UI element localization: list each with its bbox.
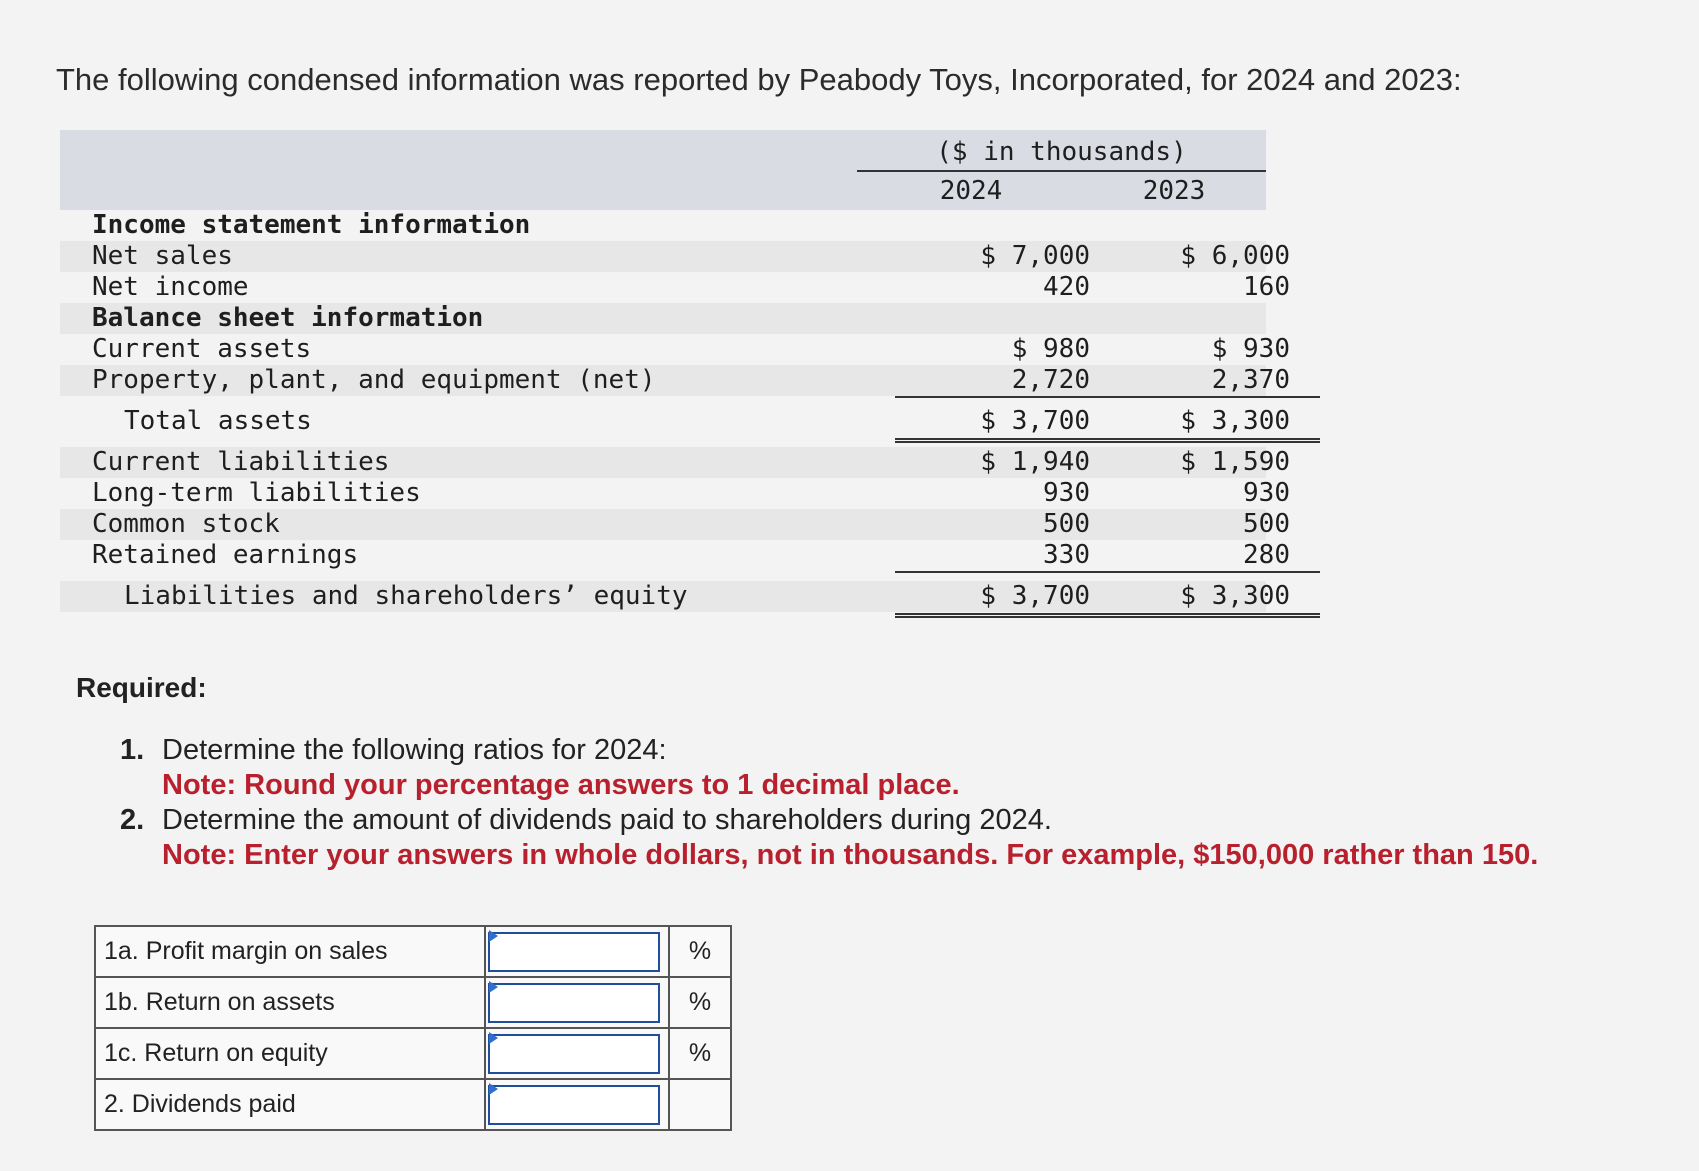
answer-unit: % [669, 977, 731, 1028]
units-label: ($ in thousands) [857, 134, 1266, 172]
answer-cell [485, 977, 669, 1028]
section-heading [60, 303, 1266, 334]
answer-unit: % [669, 926, 731, 977]
question-item [120, 733, 1538, 803]
table-row-total [60, 406, 1290, 437]
year-2024-header: 2024 [939, 176, 1003, 206]
question-note: Note: Round your percentage answers to 1 decimal place. [162, 769, 960, 801]
table-row [60, 478, 1290, 509]
row-label: Net income [92, 272, 249, 302]
value-2023: $ 3,300 [1100, 581, 1290, 612]
question-text: Determine the following ratios for 2024: [162, 734, 667, 766]
row-label: Long-term liabilities [92, 478, 421, 508]
input-flag-icon [489, 1032, 498, 1044]
value-2024: 500 [1043, 509, 1090, 539]
value-2023: 280 [1100, 540, 1290, 571]
table-row [60, 241, 1290, 272]
intro-text: The following condensed information was reported by Peabody Toys, Incorporated, for 2024 and 2023: [56, 62, 1462, 97]
value-2024: $ 1,940 [980, 447, 1090, 477]
value-2024: 330 [900, 540, 1090, 571]
answer-row [95, 1079, 731, 1130]
value-2023: 930 [1243, 478, 1290, 508]
row-label: Liabilities and shareholders’ equity [124, 581, 688, 611]
input-flag-icon [489, 930, 498, 942]
value-2024: 930 [1043, 478, 1090, 508]
answer-cell [485, 1028, 669, 1079]
value-2023: $ 930 [1211, 334, 1290, 364]
row-label: Common stock [92, 509, 280, 539]
answer-row [95, 926, 731, 977]
financial-table-header [60, 130, 1266, 210]
table-row [60, 272, 1290, 303]
answer-table [94, 925, 732, 1131]
answer-unit [669, 1079, 731, 1130]
return-on-assets-input[interactable] [488, 983, 660, 1023]
question-number: 1. [120, 734, 145, 766]
value-2024: $ 3,700 [900, 406, 1090, 437]
row-label: Total assets [124, 406, 312, 436]
question-text: Determine the amount of dividends paid to shareholders during 2024. [162, 804, 1052, 836]
return-on-equity-input[interactable] [488, 1034, 660, 1074]
answer-label: 1c. Return on equity [95, 1028, 485, 1079]
answer-label: 2. Dividends paid [95, 1079, 485, 1130]
question-item [120, 803, 1538, 873]
table-row [60, 509, 1290, 540]
value-2023: 500 [1243, 509, 1290, 539]
table-row-total [60, 581, 1290, 612]
value-2024: 2,720 [900, 365, 1090, 396]
dividends-paid-input[interactable] [488, 1085, 660, 1125]
value-2023: $ 3,300 [1100, 406, 1290, 437]
year-2023-header: 2023 [1142, 176, 1206, 206]
table-row [60, 365, 1290, 396]
answer-label: 1b. Return on assets [95, 977, 485, 1028]
answer-cell [485, 926, 669, 977]
input-flag-icon [489, 1083, 498, 1095]
row-label: Net sales [92, 241, 233, 271]
row-label: Income statement information [92, 210, 531, 240]
answer-row [95, 977, 731, 1028]
answer-label: 1a. Profit margin on sales [95, 926, 485, 977]
required-heading: Required: [76, 672, 207, 703]
profit-margin-input[interactable] [488, 932, 660, 972]
value-2023: $ 6,000 [1180, 241, 1290, 271]
value-2023: $ 1,590 [1180, 447, 1290, 477]
value-2024: $ 980 [1011, 334, 1090, 364]
value-2023: 160 [1243, 272, 1290, 302]
answer-unit: % [669, 1028, 731, 1079]
row-label: Current liabilities [92, 447, 390, 477]
table-row [60, 447, 1290, 478]
value-2023: 2,370 [1100, 365, 1290, 396]
row-label: Property, plant, and equipment (net) [92, 365, 656, 395]
answer-row [95, 1028, 731, 1079]
value-2024: $ 3,700 [900, 581, 1090, 612]
question-list [120, 733, 1538, 873]
input-flag-icon [489, 981, 498, 993]
value-2024: 420 [1043, 272, 1090, 302]
table-row [60, 334, 1290, 365]
row-label: Current assets [92, 334, 312, 364]
financial-table [60, 130, 1290, 612]
question-number: 2. [120, 804, 145, 836]
row-label: Retained earnings [92, 540, 359, 570]
row-label: Balance sheet information [92, 303, 484, 333]
answer-cell [485, 1079, 669, 1130]
question-note: Note: Enter your answers in whole dollars, not in thousands. For example, $150,000 rather than 150. [162, 839, 1539, 871]
section-heading [60, 210, 1266, 241]
table-row [60, 540, 1290, 571]
value-2024: $ 7,000 [980, 241, 1090, 271]
